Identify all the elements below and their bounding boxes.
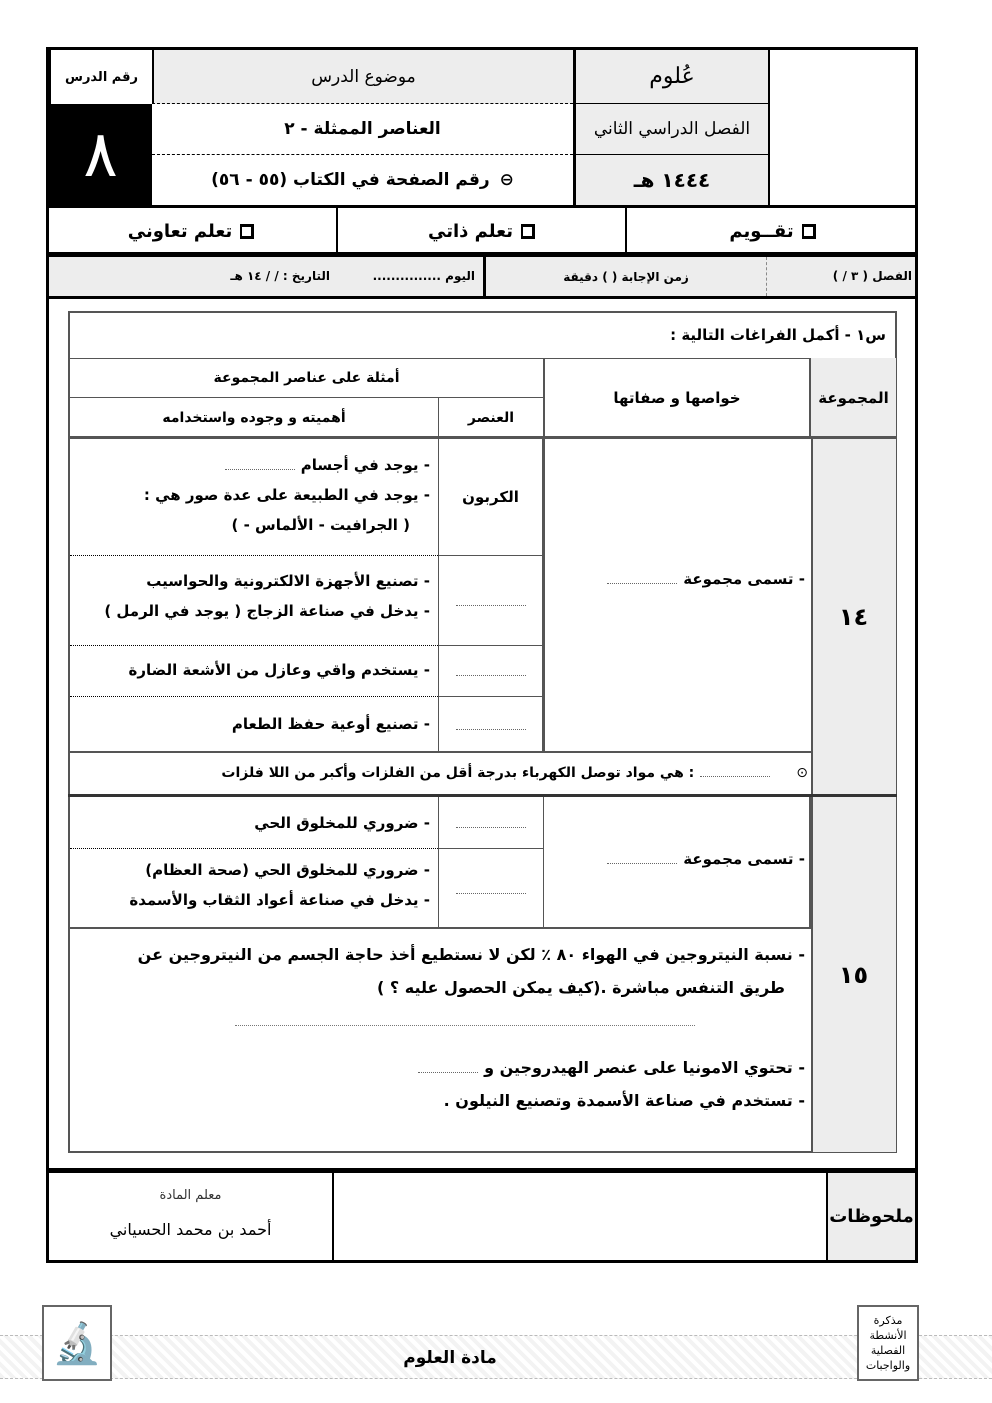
blank-field (456, 719, 526, 730)
subject-name: مادة العلوم (403, 1348, 497, 1368)
notes-label: ملحوظات (826, 1173, 915, 1260)
element-blank[interactable] (438, 645, 543, 696)
group-14-properties-cell (543, 439, 811, 752)
element-carbon: الكربون (462, 488, 519, 506)
bullet-icon: ⊙ (796, 765, 808, 781)
checkbox-icon[interactable] (521, 224, 535, 239)
divider (70, 645, 438, 646)
teacher-name: أحمد بن محمد الحسياني (109, 1219, 272, 1239)
header-group: المجموعة (811, 358, 896, 437)
book-icon: ⊖ (499, 170, 514, 190)
header-properties: خواصها و صفاتها (543, 358, 811, 437)
checkbox-icon[interactable] (802, 224, 816, 239)
memo-badge: مذكرة الأنشطة الفصلية والواجبات (857, 1305, 919, 1381)
element-blank[interactable] (438, 848, 543, 928)
class-field[interactable]: الفصل ( ٣ / ) (766, 257, 912, 296)
blank-field[interactable] (607, 573, 677, 584)
microscope-icon: 🔬 (42, 1305, 112, 1381)
day-field[interactable]: اليوم ............... (372, 269, 475, 283)
checkbox-icon[interactable] (240, 224, 254, 239)
metalloid-definition: ⊙: هي مواد توصل الكهرباء بدرجة أقل من الفلزات وأكبر من اللا فلزات (221, 765, 808, 781)
blank-field (456, 595, 526, 606)
element-blank[interactable] (438, 555, 543, 645)
importance-row: - ضروري للمخلوق الحي (صحة العظام) - يدخل في صناعة أعواد الثقاب والأسمدة (129, 861, 430, 909)
divider (768, 50, 770, 205)
blank-field[interactable] (418, 1062, 478, 1073)
blank-field (456, 883, 526, 894)
group-14-number: ١٤ (838, 603, 869, 631)
element-blank[interactable] (438, 797, 543, 848)
group-15-properties: - تسمى مجموعة (560, 850, 805, 868)
subject-logo: عُلوم (576, 50, 768, 104)
group-14-properties: - تسمى مجموعة (560, 570, 805, 588)
divider (70, 696, 438, 697)
teacher-label: معلم المادة (159, 1187, 222, 1203)
blank-field (456, 817, 526, 828)
header-element: العنصر (438, 398, 543, 437)
header-examples: أمثلة على عناصر المجموعة (70, 358, 543, 398)
importance-row: - تصنيع أوعية حفظ الطعام (231, 715, 430, 733)
notes-area[interactable] (332, 1173, 826, 1260)
importance-row: - تصنيع الأجهزة الالكترونية والحواسيب - يدخل في صناعة الزجاج ( يوجد في الرمل ) (104, 572, 430, 620)
importance-row: - ضروري للمخلوق الحي (254, 814, 430, 832)
element-blank[interactable] (438, 696, 543, 752)
divider (70, 927, 811, 929)
question-title: س١ - أكمل الفراغات التالية : (670, 326, 886, 344)
divider (70, 555, 438, 556)
blank-field[interactable] (225, 459, 295, 470)
answer-line[interactable] (235, 1013, 695, 1026)
header-importance: أهميته و وجوده واستخدامه (162, 409, 346, 426)
lesson-number-label: رقم الدرس (49, 50, 152, 104)
divider (543, 797, 544, 928)
hijri-year: ١٤٤٤ هـ (576, 155, 768, 205)
answer-time-field[interactable]: زمن الإجابة ( ) دقيقة (483, 257, 766, 296)
blank-field[interactable] (700, 766, 770, 777)
divider (70, 751, 811, 753)
book-pages: ⊖ رقم الصفحة في الكتاب (٥٥ - ٥٦) (211, 170, 514, 190)
activity-self-learning[interactable]: تعلم ذاتي (336, 208, 627, 255)
lesson-number: ٨ (49, 104, 152, 205)
nitrogen-questions: - نسبة النيتروجين في الهواء ٨٠ ٪ لكن لا نستطيع أخذ حاجة الجسم من النيتروجين عن طريق التنفس مباشرة .(كيف يمكن الحصول عليه ؟ ) - تحتوي الامونيا على عنصر الهيدروجين و - تستخدم في صناعة الأسمدة وتصنيع النيلون . (137, 945, 805, 1110)
importance-row: - يستخدم واقي وعازل من الأشعة الضارة (128, 661, 430, 679)
topic-label: موضوع الدرس (152, 50, 573, 104)
divider (70, 848, 438, 849)
lesson-topic: العناصر الممثلة - ٢ (152, 104, 573, 155)
blank-field[interactable] (607, 853, 677, 864)
importance-row: - يوجد في أجسام - يوجد في الطبيعة على عدة صور هي : ( الجرافيت - الألماس - ) (143, 456, 430, 534)
semester: الفصل الدراسي الثاني (576, 104, 768, 155)
blank-field (456, 665, 526, 676)
group-15-number: ١٥ (838, 960, 869, 989)
activity-cooperative[interactable]: تعلم تعاوني (46, 208, 336, 255)
activity-evaluation[interactable]: تقــويم (627, 208, 918, 255)
date-field[interactable]: التاريخ : / / ١٤ هـ (230, 269, 330, 283)
